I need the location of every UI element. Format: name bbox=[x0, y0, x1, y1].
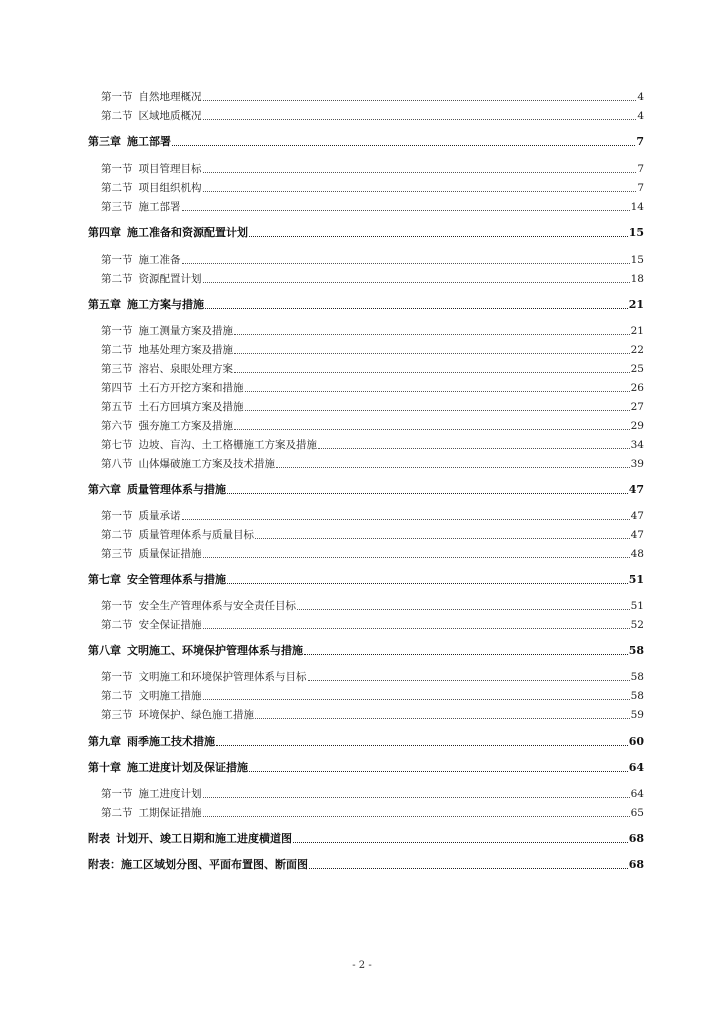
toc-entry-title: 计划开、竣工日期和施工进度横道图 bbox=[116, 832, 292, 845]
toc-section-row[interactable] bbox=[101, 322, 644, 338]
toc-chapter-row[interactable] bbox=[88, 856, 644, 872]
dotted-leader bbox=[293, 842, 628, 843]
toc-entry-title: 雨季施工技术措施 bbox=[127, 735, 215, 748]
toc-entry-label bbox=[101, 689, 202, 703]
dotted-leader bbox=[245, 410, 630, 411]
toc-entry-label bbox=[101, 419, 233, 433]
page-number-footer: - 2 - bbox=[352, 960, 372, 971]
toc-entry-number: 第三节 bbox=[101, 201, 133, 213]
dotted-leader bbox=[205, 308, 628, 309]
toc-entry-label bbox=[101, 200, 181, 214]
toc-entry-title: 安全管理体系与措施 bbox=[127, 573, 226, 586]
toc-page-number: 7 bbox=[636, 135, 644, 148]
toc-entry-title: 文明施工措施 bbox=[138, 690, 202, 702]
toc-entry-number: 第一节 bbox=[101, 254, 133, 266]
toc-section-row[interactable] bbox=[101, 379, 644, 395]
toc-page-number: 58 bbox=[628, 644, 644, 657]
toc-entry-label bbox=[88, 858, 308, 872]
dotted-leader bbox=[227, 583, 628, 584]
toc-section-row[interactable] bbox=[101, 616, 644, 632]
toc-entry-number: 第一节 bbox=[101, 671, 133, 683]
toc-chapter-row[interactable] bbox=[88, 571, 644, 587]
toc-page-number: 51 bbox=[628, 573, 644, 586]
toc-entry-label bbox=[101, 181, 202, 195]
toc-entry-label bbox=[88, 298, 204, 312]
dotted-leader bbox=[234, 372, 630, 373]
toc-entry-title: 施工测量方案及措施 bbox=[138, 325, 233, 337]
dotted-leader bbox=[276, 467, 630, 468]
toc-entry-title: 安全生产管理体系与安全责任目标 bbox=[138, 600, 296, 612]
toc-page-number: 7 bbox=[637, 182, 644, 194]
toc-entry-label bbox=[101, 362, 233, 376]
dotted-leader bbox=[308, 680, 630, 681]
dotted-leader bbox=[216, 745, 628, 746]
toc-section-row[interactable] bbox=[101, 341, 644, 357]
dotted-leader bbox=[249, 771, 628, 772]
dotted-leader bbox=[203, 797, 630, 798]
dotted-leader bbox=[249, 236, 628, 237]
toc-page-number: 51 bbox=[630, 600, 644, 612]
toc-entry-number: 第一节 bbox=[101, 91, 133, 103]
toc-section-row[interactable] bbox=[101, 398, 644, 414]
toc-entry-label bbox=[101, 547, 202, 561]
toc-chapter-row[interactable] bbox=[88, 133, 644, 149]
toc-entry-title: 强夯施工方案及措施 bbox=[138, 420, 233, 432]
toc-section-row[interactable] bbox=[101, 455, 644, 471]
toc-entry-label bbox=[101, 272, 202, 286]
toc-page-number: 59 bbox=[630, 709, 644, 721]
toc-entry-title: 施工方案与措施 bbox=[127, 298, 204, 311]
toc-entry-number: 第二节 bbox=[101, 690, 133, 702]
toc-entry-number: 第七章 bbox=[88, 573, 121, 586]
toc-entry-label bbox=[101, 343, 233, 357]
toc-entry-number: 第五章 bbox=[88, 298, 121, 311]
toc-page-number: 18 bbox=[630, 273, 644, 285]
toc-section-row[interactable] bbox=[101, 360, 644, 376]
toc-entry-title: 文明施工和环境保护管理体系与目标 bbox=[138, 671, 307, 683]
toc-entry-title: 文明施工、环境保护管理体系与措施 bbox=[127, 644, 303, 657]
toc-entry-number: 第三章 bbox=[88, 135, 121, 148]
toc-entry-label bbox=[101, 599, 296, 613]
toc-entry-title: 项目组织机构 bbox=[138, 182, 202, 194]
dotted-leader bbox=[182, 519, 630, 520]
toc-chapter-row[interactable] bbox=[88, 481, 644, 497]
dotted-leader bbox=[304, 654, 628, 655]
toc-entry-title: 施工部署 bbox=[127, 135, 171, 148]
toc-page-number: 27 bbox=[630, 401, 644, 413]
toc-page-number: 26 bbox=[630, 382, 644, 394]
toc-section-row[interactable] bbox=[101, 785, 644, 801]
dotted-leader bbox=[203, 628, 630, 629]
toc-entry-label bbox=[101, 670, 307, 684]
dotted-leader bbox=[203, 100, 637, 101]
toc-page-number: 65 bbox=[630, 807, 644, 819]
toc-page-number: 4 bbox=[637, 110, 644, 122]
toc-page-number: 29 bbox=[630, 420, 644, 432]
dotted-leader bbox=[234, 429, 630, 430]
toc-page-number: 47 bbox=[630, 529, 644, 541]
toc-section-row[interactable] bbox=[101, 88, 644, 104]
toc-page-number: 7 bbox=[637, 163, 644, 175]
toc-entry-label bbox=[88, 832, 292, 846]
toc-chapter-row[interactable] bbox=[88, 733, 644, 749]
toc-entry-number: 第二节 bbox=[101, 182, 133, 194]
toc-entry-number: 第三节 bbox=[101, 709, 133, 721]
toc-page-number: 47 bbox=[628, 483, 644, 496]
toc-page-number: 58 bbox=[630, 671, 644, 683]
toc-entry-title: 施工进度计划及保证措施 bbox=[127, 761, 248, 774]
toc-entry-number: 第二节 bbox=[101, 273, 133, 285]
dotted-leader bbox=[234, 334, 630, 335]
toc-chapter-row[interactable] bbox=[88, 759, 644, 775]
toc-section-row[interactable] bbox=[101, 545, 644, 561]
toc-entry-title: 质量管理体系与措施 bbox=[127, 483, 226, 496]
toc-page-number: 68 bbox=[628, 858, 644, 871]
toc-page-number: 48 bbox=[630, 548, 644, 560]
dotted-leader bbox=[297, 609, 630, 610]
toc-entry-title: 施工准备 bbox=[138, 254, 181, 266]
toc-entry-label bbox=[101, 618, 202, 632]
toc-section-row[interactable] bbox=[101, 804, 644, 820]
toc-entry-title: 施工准备和资源配置计划 bbox=[127, 226, 248, 239]
toc-page-number: 64 bbox=[628, 761, 644, 774]
toc-section-row[interactable] bbox=[101, 668, 644, 684]
toc-entry-label bbox=[101, 324, 233, 338]
toc-entry-label bbox=[101, 162, 202, 176]
toc-entry-number: 第一节 bbox=[101, 325, 133, 337]
dotted-leader bbox=[203, 816, 630, 817]
toc-page-number: 4 bbox=[637, 91, 644, 103]
toc-entry-number: 第三节 bbox=[101, 548, 133, 560]
toc-entry-label bbox=[88, 573, 226, 587]
toc-entry-title: 施工进度计划 bbox=[138, 788, 202, 800]
toc-entry-title: 质量承诺 bbox=[138, 510, 181, 522]
toc-chapter-row[interactable] bbox=[88, 830, 644, 846]
toc-entry-number: 第十章 bbox=[88, 761, 121, 774]
toc-entry-number: 第二节 bbox=[101, 110, 133, 122]
dotted-leader bbox=[245, 391, 630, 392]
dotted-leader bbox=[203, 282, 630, 283]
toc-section-row[interactable] bbox=[101, 687, 644, 703]
toc-entry-label bbox=[88, 761, 248, 775]
toc-page-number: 34 bbox=[630, 439, 644, 451]
toc-section-row[interactable] bbox=[101, 507, 644, 523]
toc-entry-number: 第八章 bbox=[88, 644, 121, 657]
toc-entry-title: 边坡、盲沟、土工格栅施工方案及措施 bbox=[138, 439, 317, 451]
toc-entry-number: 第一节 bbox=[101, 600, 133, 612]
toc-entry-number: 第七节 bbox=[101, 439, 133, 451]
toc-chapter-row[interactable] bbox=[88, 224, 644, 240]
toc-entry-number: 第八节 bbox=[101, 458, 133, 470]
toc-entry-number: 第二节 bbox=[101, 344, 133, 356]
toc-entry-title: 自然地理概况 bbox=[138, 91, 202, 103]
toc-page-number: 22 bbox=[630, 344, 644, 356]
toc-entry-number: 第九章 bbox=[88, 735, 121, 748]
toc-entry-title: 区域地质概况 bbox=[138, 110, 202, 122]
dotted-leader bbox=[203, 557, 630, 558]
toc-entry-number: 第四章 bbox=[88, 226, 121, 239]
toc-entry-label bbox=[101, 509, 181, 523]
toc-entry-label bbox=[101, 708, 254, 722]
toc-entry-number: 附表 bbox=[88, 832, 110, 845]
toc-entry-number: 第二节 bbox=[101, 807, 133, 819]
toc-section-row[interactable] bbox=[101, 179, 644, 195]
toc-entry-label bbox=[101, 806, 202, 820]
toc-entry-label bbox=[101, 787, 202, 801]
toc-page-number: 25 bbox=[630, 363, 644, 375]
toc-section-row[interactable] bbox=[101, 270, 644, 286]
toc-entry-label bbox=[101, 381, 244, 395]
toc-entry-title: 安全保证措施 bbox=[138, 619, 202, 631]
toc-entry-title: 土石方回填方案及措施 bbox=[138, 401, 244, 413]
toc-section-row[interactable] bbox=[101, 706, 644, 722]
toc-page-number: 58 bbox=[630, 690, 644, 702]
toc-entry-label bbox=[101, 253, 181, 267]
toc-entry-label bbox=[101, 109, 202, 123]
toc-entry-title: 山体爆破施工方案及技术措施 bbox=[138, 458, 275, 470]
toc-entry-title: 溶岩、泉眼处理方案 bbox=[138, 363, 233, 375]
toc-page-number: 21 bbox=[628, 298, 644, 311]
dotted-leader bbox=[172, 145, 635, 146]
toc-chapter-row[interactable] bbox=[88, 296, 644, 312]
toc-section-row[interactable] bbox=[101, 417, 644, 433]
toc-entry-label bbox=[88, 735, 215, 749]
toc-entry-title: 施工部署 bbox=[138, 201, 181, 213]
dotted-leader bbox=[234, 353, 630, 354]
toc-entry-label bbox=[88, 483, 226, 497]
toc-entry-number: 第六节 bbox=[101, 420, 133, 432]
toc-entry-title: 质量保证措施 bbox=[138, 548, 202, 560]
toc-section-row[interactable] bbox=[101, 597, 644, 613]
toc-entry-label bbox=[101, 528, 254, 542]
dotted-leader bbox=[309, 868, 628, 869]
dotted-leader bbox=[203, 191, 637, 192]
toc-entry-label bbox=[101, 90, 202, 104]
toc-entry-title: 地基处理方案及措施 bbox=[138, 344, 233, 356]
toc-page-number: 47 bbox=[630, 510, 644, 522]
dotted-leader bbox=[203, 172, 637, 173]
toc-page-number: 64 bbox=[630, 788, 644, 800]
toc-page-number: 68 bbox=[628, 832, 644, 845]
toc-entry-number: 第五节 bbox=[101, 401, 133, 413]
dotted-leader bbox=[203, 699, 630, 700]
toc-entry-number: 第二节 bbox=[101, 529, 133, 541]
dotted-leader bbox=[203, 119, 637, 120]
dotted-leader bbox=[182, 263, 630, 264]
toc-section-row[interactable] bbox=[101, 251, 644, 267]
toc-entry-number: 第三节 bbox=[101, 363, 133, 375]
toc-page-number: 52 bbox=[630, 619, 644, 631]
toc-section-row[interactable] bbox=[101, 436, 644, 452]
toc-entry-title: 工期保证措施 bbox=[138, 807, 202, 819]
toc-entry-label bbox=[88, 226, 248, 240]
dotted-leader bbox=[182, 210, 630, 211]
toc-entry-title: 质量管理体系与质量目标 bbox=[138, 529, 254, 541]
toc-entry-title: 土石方开挖方案和措施 bbox=[138, 382, 244, 394]
toc-entry-title: 附表：施工区域划分图、平面布置图、断面图 bbox=[88, 858, 308, 871]
toc-entry-number: 第一节 bbox=[101, 788, 133, 800]
toc-entry-title: 项目管理目标 bbox=[138, 163, 202, 175]
toc-page-number: 15 bbox=[630, 254, 644, 266]
toc-page-number: 60 bbox=[628, 735, 644, 748]
dotted-leader bbox=[255, 718, 630, 719]
toc-page-number: 14 bbox=[630, 201, 644, 213]
toc-section-row[interactable] bbox=[101, 198, 644, 214]
toc-entry-label bbox=[101, 438, 317, 452]
toc-chapter-row[interactable] bbox=[88, 642, 644, 658]
toc-entry-label bbox=[88, 644, 303, 658]
dotted-leader bbox=[318, 448, 630, 449]
toc-section-row[interactable] bbox=[101, 107, 644, 123]
toc-entry-label bbox=[101, 457, 275, 471]
toc-page-number: 15 bbox=[628, 226, 644, 239]
toc-page-number: 39 bbox=[630, 458, 644, 470]
dotted-leader bbox=[255, 538, 630, 539]
toc-section-row[interactable] bbox=[101, 526, 644, 542]
toc-page-number: 21 bbox=[630, 325, 644, 337]
toc-entry-number: 第一节 bbox=[101, 510, 133, 522]
toc-entry-label bbox=[101, 400, 244, 414]
toc-entry-label bbox=[88, 135, 171, 149]
toc-section-row[interactable] bbox=[101, 160, 644, 176]
toc-entry-number: 第二节 bbox=[101, 619, 133, 631]
toc-entry-number: 第一节 bbox=[101, 163, 133, 175]
toc-entry-title: 资源配置计划 bbox=[138, 273, 202, 285]
toc-entry-number: 第四节 bbox=[101, 382, 133, 394]
toc-entry-title: 环境保护、绿色施工措施 bbox=[138, 709, 254, 721]
toc-entry-number: 第六章 bbox=[88, 483, 121, 496]
dotted-leader bbox=[227, 493, 628, 494]
